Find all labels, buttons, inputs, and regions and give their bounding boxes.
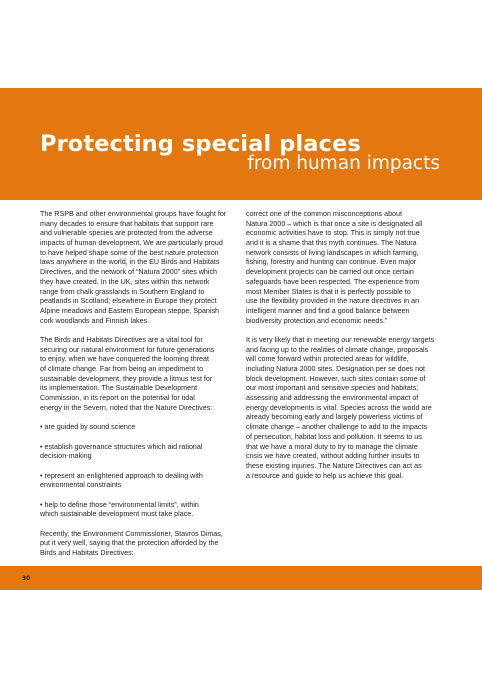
paragraph-gap xyxy=(246,326,450,336)
right-column-text-line: these existing injuries. The Nature Directives can act as xyxy=(246,461,422,470)
right-column-text-line: economic activities have to stop. This is simply not true xyxy=(246,229,420,238)
left-column-text-line: peatlands in Scotland; elsewhere in Europe they protect xyxy=(40,297,217,306)
left-column-text-line: many decades to ensure that habitats that support rare xyxy=(40,219,214,228)
right-column-text-line: development projects can be carried out once certain xyxy=(246,268,414,277)
left-column-text-line: Directives, and the network of “Natura 2000” sites which xyxy=(40,268,218,277)
left-column-text-line: The RSPB and other environmental groups have fought for xyxy=(40,210,227,218)
left-column-text-line: put it very well, saying that the protection afforded by the xyxy=(40,539,219,548)
right-column-text-line: intelligent manner and find a good balance between xyxy=(246,306,410,315)
paragraph-gap xyxy=(40,326,244,336)
left-column-text-line: impacts of human development. We are particularly proud xyxy=(40,239,223,248)
paragraph-gap xyxy=(40,520,244,530)
right-text-column xyxy=(246,210,450,481)
right-column-text-line: a resource and guide to help us achieve this goal. xyxy=(246,471,404,480)
left-column-text-line: • are guided by sound science xyxy=(40,423,136,432)
left-column-text-line: • help to define those “environmental limits”, within xyxy=(40,500,199,509)
left-column-text-line: which sustainable development must take place. xyxy=(40,510,194,519)
left-column-text-line: environmental constraints xyxy=(40,481,122,490)
left-column-text-line: decision-making xyxy=(40,452,92,461)
right-column-text-line: energy developments is vital. Species across the world are xyxy=(246,403,432,412)
paragraph-gap xyxy=(40,491,244,501)
left-column-text-line: of climate change. Far from being an impediment to xyxy=(40,365,204,373)
right-column-text-line: Natura 2000 – which is that once a site is designated all xyxy=(246,219,423,228)
left-column-text-line: Recently, the Environment Commissioner, Stavros Dimas, xyxy=(40,529,223,538)
left-column-text-line: laws anywhere in the world, in the EU Birds and Habitats xyxy=(40,258,220,267)
right-column-text-line: network consists of living landscapes in which farming, xyxy=(246,248,419,257)
right-column-text-line: use the flexibility provided in the nature directives in an xyxy=(246,297,420,306)
left-column-text-line: cork woodlands and Finnish lakes. xyxy=(40,316,150,325)
left-column-text-line: securing our natural environment for future generations xyxy=(40,345,215,354)
paragraph-gap xyxy=(40,433,244,443)
page-title: Protecting special places xyxy=(40,131,361,157)
right-column-text-line: most Member States is that it is perfectly possible to xyxy=(246,287,411,296)
left-column-text-line: Alpine meadows and Eastern European steppe, Spanish xyxy=(40,306,220,315)
paragraph-gap xyxy=(40,462,244,472)
right-column-text-line: including Natura 2000 sites. Designation per se does not xyxy=(246,365,426,373)
page-top-margin xyxy=(0,0,482,88)
right-column-text-line: will come forward within protected areas for wildlife, xyxy=(246,355,409,364)
left-column-text-line: its implementation. The Sustainable Development xyxy=(40,384,198,393)
right-column-text-line: It is very likely that in meeting our renewable energy targets xyxy=(246,335,435,344)
right-column-text-line: fishing, forestry and hunting can continue. Even major xyxy=(246,258,417,267)
left-column-text-line: to enjoy, when we have conquered the looming threat xyxy=(40,355,209,364)
right-column-text-line: correct one of the common misconceptions about xyxy=(246,210,402,218)
right-column-text-line: our most important and sensitive species and habitats; xyxy=(246,384,419,393)
left-column-text-line: sustainable development, they provide a litmus test for xyxy=(40,374,213,383)
right-column-text-line: already becoming early and largely powerless victims of xyxy=(246,413,423,422)
right-column-text-line: of persecution, habitat loss and pollution. It seems to us xyxy=(246,432,422,441)
footer-band xyxy=(0,566,482,590)
right-column-text-line: assessing and addressing the environmental impact of xyxy=(246,394,419,403)
left-column-text-line: Birds and Habitats Directives: xyxy=(40,549,134,558)
left-column-text-line: to have helped shape some of the best nature protection xyxy=(40,248,219,257)
right-column-text-line: biodiversity protection and economic needs.” xyxy=(246,316,388,325)
page-number: 30 xyxy=(22,575,31,582)
left-text-column xyxy=(40,210,244,578)
right-column-text-line: that we have a moral duty to try to manage the climate xyxy=(246,442,418,451)
left-column-text-line: The Birds and Habitats Directives are a vital tool for xyxy=(40,335,203,344)
right-column-text-line: safeguards have been respected. The experience from xyxy=(246,277,420,286)
right-column-text-line: block development. However, such sites contain some of xyxy=(246,374,426,383)
left-column-text-line: Commission, in its report on the potential for tidal xyxy=(40,394,195,403)
left-column-text-line: • represent an enlightened approach to dealing with xyxy=(40,471,203,480)
page-subtitle: from human impacts xyxy=(247,153,440,174)
left-column-text-line: range from chalk grasslands in Southern England to xyxy=(40,287,205,296)
left-column-text-line: and vulnerable species are protected from the adverse xyxy=(40,229,213,238)
right-column-text-line: climate change – another challenge to add to the impacts xyxy=(246,423,428,432)
right-column-text-line: and it is a shame that this myth continues. The Natura xyxy=(246,239,417,248)
paragraph-gap xyxy=(40,413,244,423)
left-column-text-line: energy in the Severn, noted that the Nature Directives: xyxy=(40,403,213,412)
left-column-text-line: they have created. In the UK, sites within this network xyxy=(40,277,210,286)
left-column-text-line: • establish governance structures which aid rational xyxy=(40,442,203,451)
right-column-text-line: crisis we have created, without adding further insults to xyxy=(246,452,420,461)
right-column-text-line: and facing up to the realities of climate change, proposals xyxy=(246,345,429,354)
